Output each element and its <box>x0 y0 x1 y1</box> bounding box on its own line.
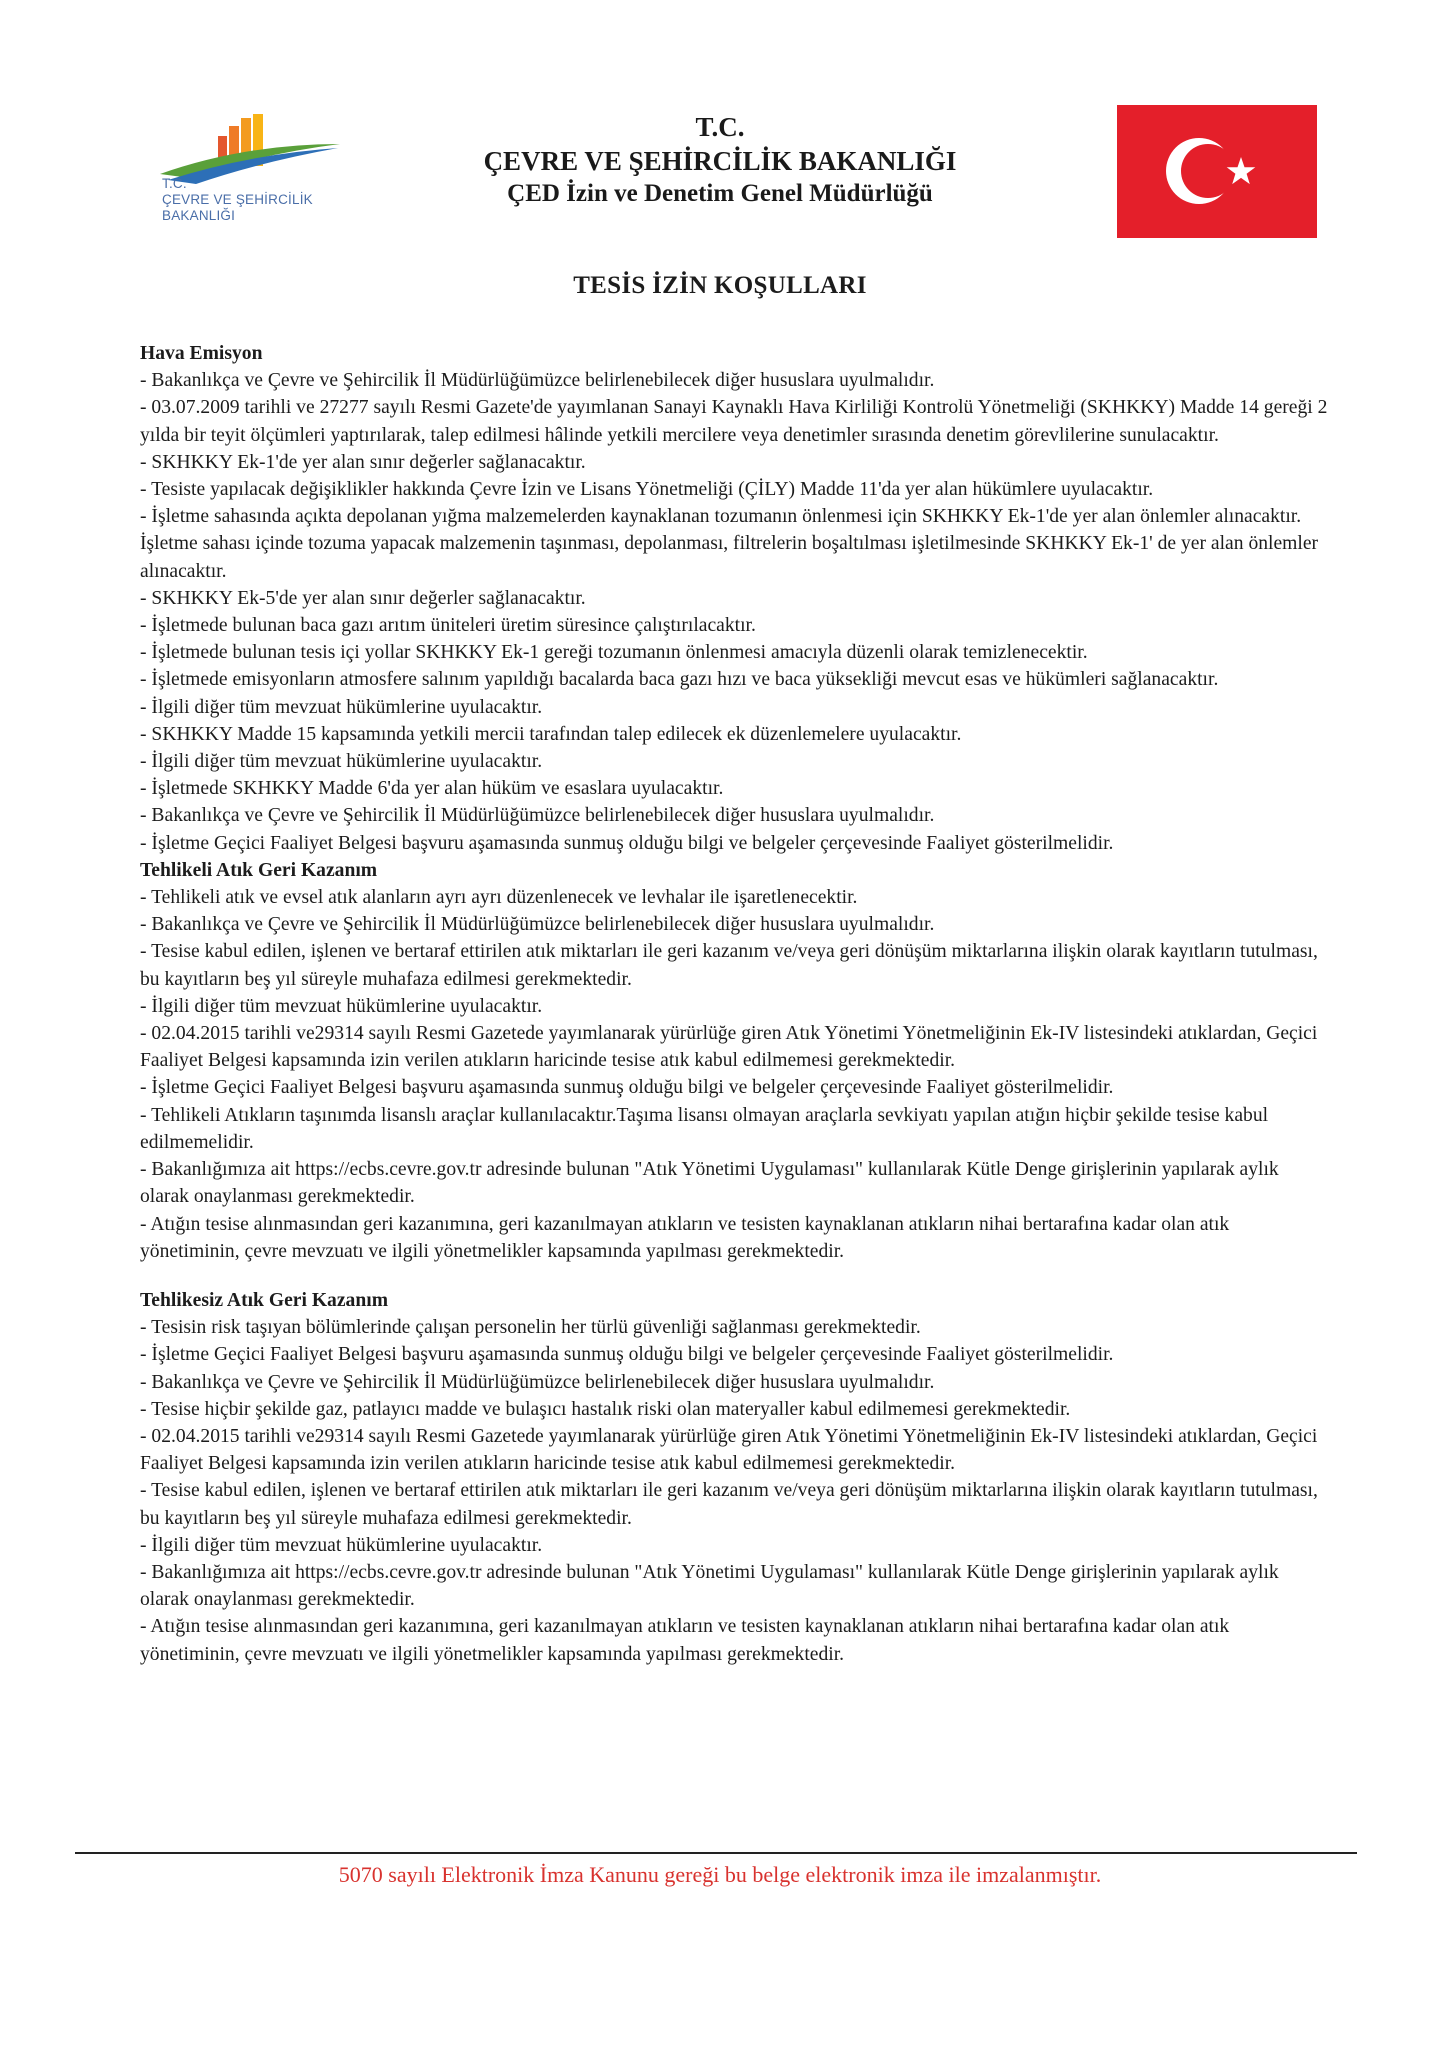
ministry-logo <box>150 108 350 238</box>
condition-item: - Tesise kabul edilen, işlenen ve bertaraf ettirilen atık miktarları ile geri kazanım ve/veya geri dönüşüm miktarlarına ilişkin olarak kayıtların tutulması, bu kayıtların beş yıl süreyle muhafaza edilmesi gerekmektedir. <box>140 941 1318 990</box>
condition-item: - 02.04.2015 tarihli ve29314 sayılı Resmi Gazetede yayımlanarak yürürlüğe giren Atık Yönetimi Yönetmeliğinin Ek-IV listesindeki atıklardan, Geçici Faaliyet Belgesi kapsamında izin verilen atıkların haricinde tesise atık kabul edilmemesi gerekmektedir. <box>140 1425 1318 1475</box>
condition-item: - İlgili diğer tüm mevzuat hükümlerine uyulacaktır. <box>140 751 543 773</box>
section-spacer <box>140 1265 1330 1287</box>
section-title: Hava Emisyon <box>140 343 263 364</box>
section-tehlikesiz-atik <box>140 1287 1330 1668</box>
ministry-logo-text <box>162 176 313 224</box>
e-signature-note: 5070 sayılı Elektronik İmza Kanunu gereği bu belge elektronik imza ile imzalanmıştır. <box>338 1862 1102 1887</box>
crescent-star-icon <box>1117 105 1317 238</box>
condition-item: - İşletme Geçici Faaliyet Belgesi başvuru aşamasında sunmuş olduğu bilgi ve belgeler çerçevesinde Faaliyet gösterilmelidir. <box>140 1344 1114 1366</box>
condition-item: - Bakanlığımıza ait https://ecbs.cevre.gov.tr adresinde bulunan "Atık Yönetimi Uygulaması" kullanılarak Kütle Denge girişlerinin yapılarak aylık olarak onaylanması gerekmektedir. <box>140 1561 1279 1611</box>
heading-line: ÇEVRE VE ŞEHİRCİLİK BAKANLIĞI <box>483 146 957 176</box>
heading-line: ÇED İzin ve Denetim Genel Müdürlüğü <box>507 180 933 207</box>
condition-item: - Tesisin risk taşıyan bölümlerinde çalışan personelin her türlü güvenliği sağlanması gerekmektedir. <box>140 1317 921 1339</box>
document-body <box>140 340 1330 1668</box>
document-title: TESİS İZİN KOŞULLARI <box>573 272 867 299</box>
turkish-flag <box>1117 105 1317 238</box>
condition-item: - Tesise hiçbir şekilde gaz, patlayıcı madde ve bulaşıcı hastalık riski olan materyaller kabul edilmemesi gerekmektedir. <box>140 1398 1071 1420</box>
condition-item: - SKHKKY Madde 15 kapsamında yetkili mercii tarafından talep edilecek ek düzenlemelere uyulacaktır. <box>140 723 962 745</box>
logo-line: ÇEVRE VE ŞEHİRCİLİK <box>162 192 313 207</box>
condition-item: - İşletme sahasında açıkta depolanan yığma malzemelerden kaynaklanan tozumanın önlenmesi için SKHKKY Ek-1'de yer alan önlemler alınacaktır. İşletme sahası içinde tozuma yapacak malzemenin taşınması, depolanması, filtrelerin boşaltılması işletilmesinde SKHKKY Ek-1' de yer alan önlemler alınacaktır. <box>140 506 1319 582</box>
condition-item: - İşletme Geçici Faaliyet Belgesi başvuru aşamasında sunmuş olduğu bilgi ve belgeler çerçevesinde Faaliyet gösterilmelidir. <box>140 1077 1114 1099</box>
logo-line: BAKANLIĞI <box>162 208 236 223</box>
condition-item: - Bakanlıkça ve Çevre ve Şehircilik İl Müdürlüğümüzce belirlenebilecek diğer hususlara uyulmalıdır. <box>140 370 935 392</box>
condition-item: - Atığın tesise alınmasından geri kazanımına, geri kazanılmayan atıkların ve tesisten kaynaklanan atıkların nihai bertarafına kadar olan atık yönetiminin, çevre mevzuatı ve ilgili yönetmelikler kapsamında yapılması gerekmektedir. <box>140 1213 1230 1262</box>
condition-item: - Bakanlığımıza ait https://ecbs.cevre.gov.tr adresinde bulunan "Atık Yönetimi Uygulaması" kullanılarak Kütle Denge girişlerinin yapılarak aylık olarak onaylanması gerekmektedir. <box>140 1159 1279 1208</box>
condition-item: - 02.04.2015 tarihli ve29314 sayılı Resmi Gazetede yayımlanarak yürürlüğe giren Atık Yönetimi Yönetmeliğinin Ek-IV listesindeki atıklardan, Geçici Faaliyet Belgesi kapsamında izin verilen atıkların haricinde tesise atık kabul edilmemesi gerekmektedir. <box>140 1023 1318 1072</box>
condition-item: - İlgili diğer tüm mevzuat hükümlerine uyulacaktır. <box>140 995 543 1017</box>
footer-divider <box>75 1852 1357 1854</box>
condition-item: - SKHKKY Ek-5'de yer alan sınır değerler sağlanacaktır. <box>140 587 586 609</box>
condition-item: - İşletmede bulunan tesis içi yollar SKHKKY Ek-1 gereği tozumanın önlenmesi amacıyla düzenli olarak temizlenecektir. <box>140 642 1088 664</box>
condition-item: - Tehlikeli atık ve evsel atık alanların ayrı ayrı düzenlenecek ve levhalar ile işaretlenecektir. <box>140 887 858 909</box>
section-tehlikeli-atik <box>140 857 1330 1265</box>
logo-line: T.C. <box>162 176 187 191</box>
condition-item: - Tesise kabul edilen, işlenen ve bertaraf ettirilen atık miktarları ile geri kazanım ve/veya geri dönüşüm miktarlarına ilişkin olarak kayıtların tutulması, bu kayıtların beş yıl süreyle muhafaza edilmesi gerekmektedir. <box>140 1480 1318 1529</box>
condition-item: - Bakanlıkça ve Çevre ve Şehircilik İl Müdürlüğümüzce belirlenebilecek diğer hususlara uyulmalıdır. <box>140 805 935 827</box>
condition-item: - SKHKKY Ek-1'de yer alan sınır değerler sağlanacaktır. <box>140 451 586 473</box>
heading-line: T.C. <box>695 112 745 142</box>
condition-item: - İlgili diğer tüm mevzuat hükümlerine uyulacaktır. <box>140 696 543 718</box>
condition-item: - İşletmede emisyonların atmosfere salınım yapıldığı bacalarda baca gazı hızı ve baca yüksekliği mevcut esas ve hükümleri sağlanacaktır. <box>140 669 1219 691</box>
section-title: Tehlikeli Atık Geri Kazanım <box>140 859 378 881</box>
condition-item: - Tehlikeli Atıkların taşınımda lisanslı araçlar kullanılacaktır.Taşıma lisansı olmayan araçlarla sevkiyatı yapılan atığın hiçbir şekilde tesise kabul edilmemelidir. <box>140 1104 1269 1153</box>
condition-item: - 03.07.2009 tarihli ve 27277 sayılı Resmi Gazete'de yayımlanan Sanayi Kaynaklı Hava Kirliliği Kontrolü Yönetmeliği (SKHKKY) Madde 14 gereği 2 yılda bir teyit ölçümleri yaptırılarak, talep edilmesi hâlinde yetkili mercilere veya denetimler sırasında denetim görevlilerine sunulacaktır. <box>140 397 1328 446</box>
letterhead-heading <box>420 110 1020 210</box>
condition-item: - İşletmede bulunan baca gazı arıtım üniteleri üretim süresince çalıştırılacaktır. <box>140 615 756 637</box>
condition-item: - Tesiste yapılacak değişiklikler hakkında Çevre İzin ve Lisans Yönetmeliği (ÇİLY) Madde 11'da yer alan hükümlere uyulacaktır. <box>140 479 1154 501</box>
condition-item: - İşletme Geçici Faaliyet Belgesi başvuru aşamasında sunmuş olduğu bilgi ve belgeler çerçevesinde Faaliyet gösterilmelidir. <box>140 832 1114 854</box>
condition-item: - Bakanlıkça ve Çevre ve Şehircilik İl Müdürlüğümüzce belirlenebilecek diğer hususlara uyulmalıdır. <box>140 914 935 936</box>
condition-item: - Bakanlıkça ve Çevre ve Şehircilik İl Müdürlüğümüzce belirlenebilecek diğer hususlara uyulmalıdır. <box>140 1371 935 1393</box>
section-title: Tehlikesiz Atık Geri Kazanım <box>140 1289 389 1311</box>
condition-item: - İlgili diğer tüm mevzuat hükümlerine uyulacaktır. <box>140 1534 543 1556</box>
condition-item: - İşletmede SKHKKY Madde 6'da yer alan hüküm ve esaslara uyulacaktır. <box>140 778 724 800</box>
condition-item: - Atığın tesise alınmasından geri kazanımına, geri kazanılmayan atıkların ve tesisten kaynaklanan atıkların nihai bertarafına kadar olan atık yönetiminin, çevre mevzuatı ve ilgili yönetmelikler kapsamında yapılması gerekmektedir. <box>140 1616 1230 1665</box>
section-hava-emisyon <box>140 340 1330 857</box>
